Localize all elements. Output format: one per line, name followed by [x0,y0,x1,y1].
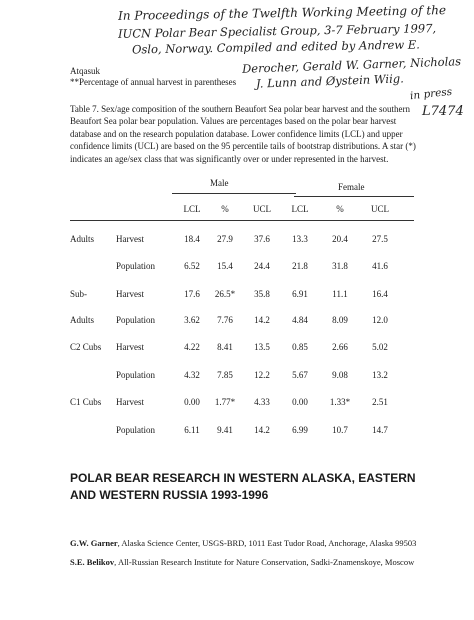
footnote-text: **Percentage of annual harvest in parentheses [70,77,237,87]
table-cell: 27.9 [217,234,233,244]
table-cell: 3.62 [184,315,200,325]
table-cell: 5.02 [372,342,388,352]
table-row [0,370,474,382]
age-class-label: Sub- [70,289,88,299]
column-header: UCL [253,204,271,214]
table-row [0,261,474,273]
table-cell: 7.85 [217,370,233,380]
table-cell: 35.8 [254,289,270,299]
age-class-label: Adults [70,234,95,244]
handwritten-code: L7474 [422,104,464,119]
table-cell: 13.2 [372,370,388,380]
table-row [0,234,474,246]
table-cell: 0.00 [292,397,308,407]
column-header-row [0,204,474,216]
source-label: Harvest [116,289,144,299]
source-label: Harvest [116,397,144,407]
table-cell: 2.66 [332,342,348,352]
table-cell: 11.1 [332,289,348,299]
table-row [0,289,474,301]
group-header-male: Male [210,178,229,188]
age-class-label: C1 Cubs [70,397,102,407]
table-cell: 0.00 [184,397,200,407]
source-label: Population [116,261,156,271]
source-label: Harvest [116,234,144,244]
table-cell: 24.4 [254,261,270,271]
table-row [0,397,474,409]
table-row [0,425,474,437]
source-label: Harvest [116,342,144,352]
table-cell: 13.3 [292,234,308,244]
table-cell: 4.33 [254,397,270,407]
group-rule-male [172,193,296,194]
affiliation-name: G.W. Garner [70,537,118,548]
affiliation [70,538,430,549]
group-header-female: Female [338,182,365,192]
source-label: Population [116,425,156,435]
handwritten-line: Derocher, Gerald W. Garner, Nicholas [241,54,462,76]
table-cell: 1.33* [329,397,351,407]
table-cell: 12.0 [372,315,388,325]
handwritten-line: IUCN Polar Bear Specialist Group, 3-7 February 1997, [117,21,437,41]
affiliation-name: S.E. Belikov [70,556,115,567]
affiliation-detail: , All-Russian Research Institute for Nature Conservation, Sadki-Znamenskoye, Moscow [114,556,415,567]
table-cell: 13.5 [254,342,270,352]
table-cell: 26.5* [214,289,236,299]
source-label: Population [116,315,156,325]
handwritten-line: In Proceedings of the Twelfth Working Meeting of the [117,3,447,23]
table-cell: 8.09 [332,315,348,325]
table-cell: 17.6 [184,289,200,299]
column-header: % [336,204,344,214]
table-cell: 1.77* [214,397,236,407]
table-cell: 41.6 [372,261,388,271]
handwritten-line: Oslo, Norway. Compiled and edited by Andrew E. [131,37,420,57]
table-cell: 0.85 [292,342,308,352]
column-header: LCL [183,204,201,214]
column-header: % [221,204,229,214]
handwritten-line: J. Lunn and Øystein Wiig. [255,71,405,91]
age-class-label: C2 Cubs [70,342,102,352]
table-cell: 37.6 [254,234,270,244]
table-cell: 8.41 [217,342,233,352]
table-cell: 4.32 [184,370,200,380]
table-cell: 18.4 [184,234,200,244]
table-cell: 9.08 [332,370,348,380]
table-cell: 4.84 [292,315,308,325]
table-cell: 14.2 [254,315,270,325]
affiliation [70,557,430,568]
table-cell: 12.2 [254,370,270,380]
author-text: Atqasuk [70,66,100,76]
table-cell: 2.51 [372,397,388,407]
age-class-label: Adults [70,315,95,325]
column-header: UCL [371,204,389,214]
table-cell: 10.7 [332,425,348,435]
group-rule-female [294,196,414,197]
column-header: LCL [291,204,309,214]
table-cell: 4.22 [184,342,200,352]
table-cell: 31.8 [332,261,348,271]
table-cell: 6.91 [292,289,308,299]
table-caption: Table 7. Sex/age composition of the southern Beaufort Sea polar bear harvest and the southern Beaufort Sea polar bear population. Values are percentages based on the polar bear harvest database and on the research population database. Lower confidence limits (LCL) and upper confidence limits (UCL) are based on the 95 percentile tails of bootstrap distributions. A star (*) indicates an age/sex class that was significantly over or under represented in the harvest. [70,104,416,164]
table-cell: 14.2 [254,425,270,435]
handwritten-in-press: in press [409,85,453,103]
table-cell: 5.67 [292,370,308,380]
table-row [0,315,474,327]
table-cell: 9.41 [217,425,233,435]
table-cell: 16.4 [372,289,388,299]
table-cell: 27.5 [372,234,388,244]
table-cell: 15.4 [217,261,233,271]
header-rule [70,220,414,221]
table-row [0,342,474,354]
table-cell: 6.52 [184,261,200,271]
table-cell: 6.11 [184,425,200,435]
table-cell: 20.4 [332,234,348,244]
section-heading: POLAR BEAR RESEARCH IN WESTERN ALASKA, EASTERN AND WESTERN RUSSIA 1993-1996 [70,471,416,503]
table-cell: 21.8 [292,261,308,271]
source-label: Population [116,370,156,380]
table-cell: 7.76 [217,315,233,325]
table-cell: 6.99 [292,425,308,435]
affiliation-detail: , Alaska Science Center, USGS-BRD, 1011 East Tudor Road, Anchorage, Alaska 99503 [117,537,417,548]
table-cell: 14.7 [372,425,388,435]
